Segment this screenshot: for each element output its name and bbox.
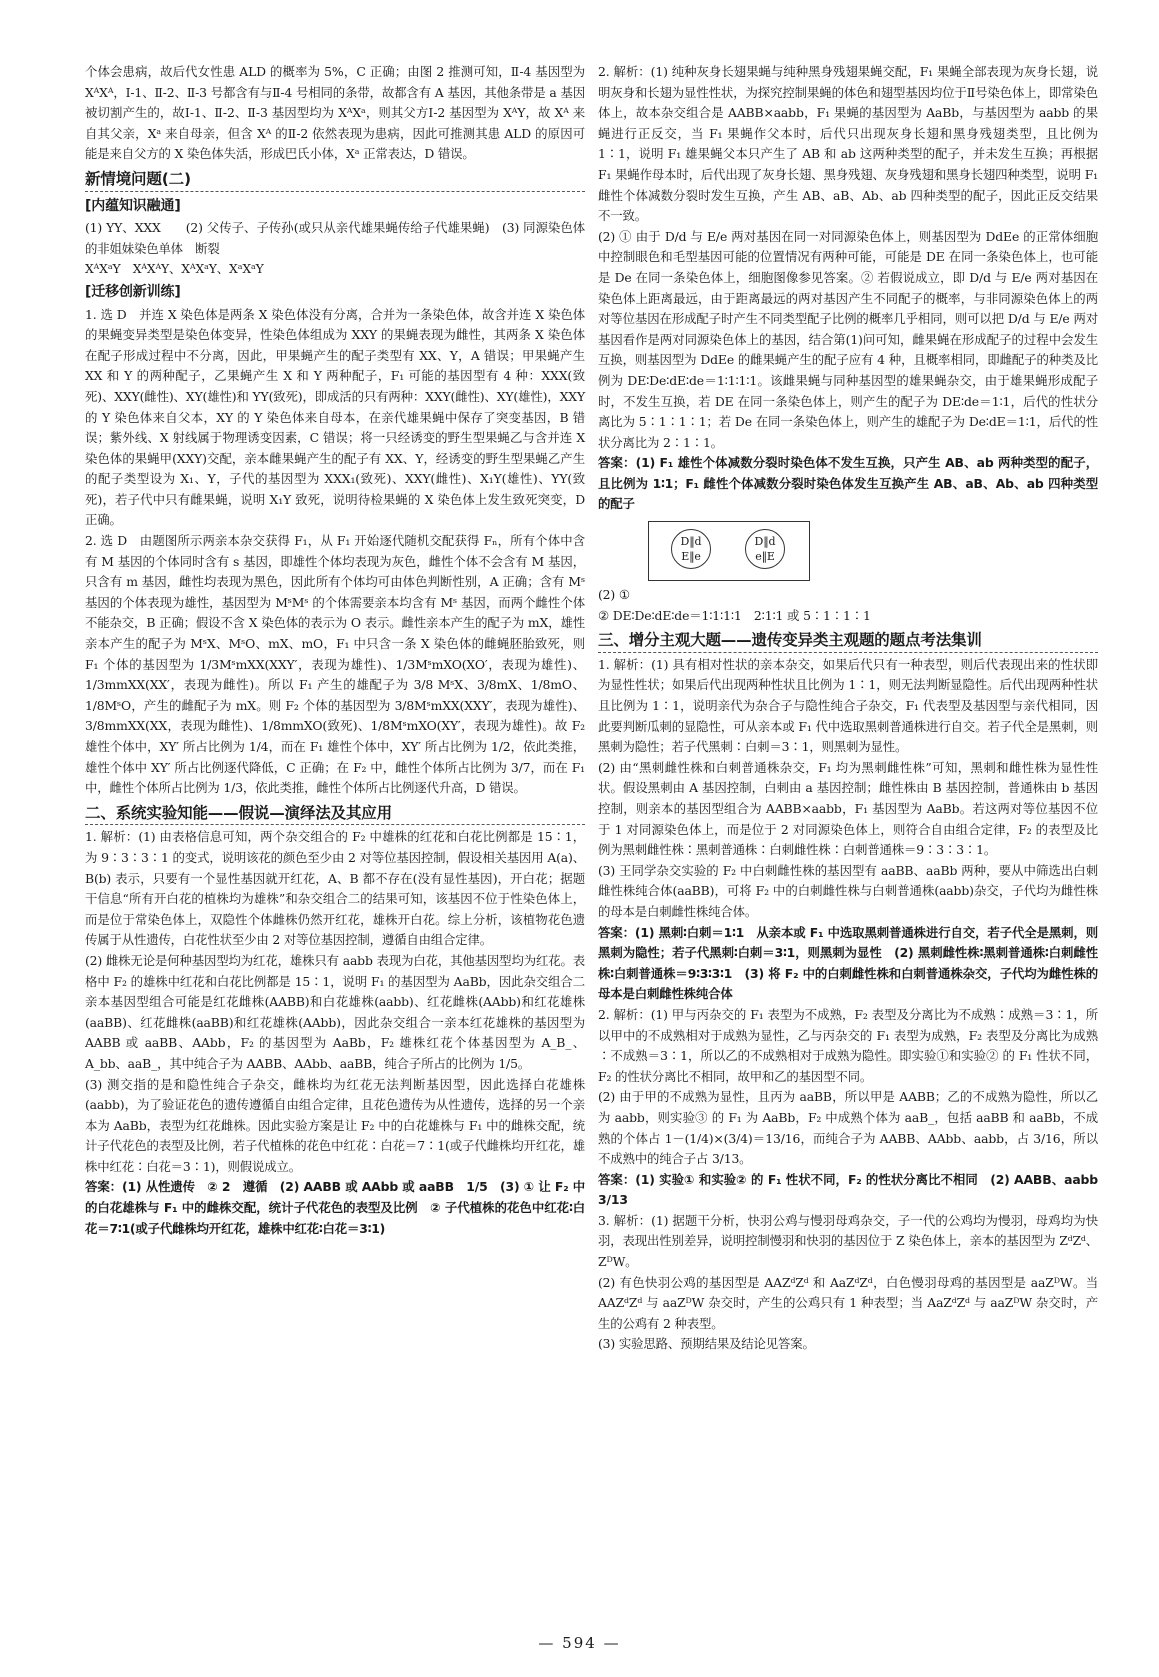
p1-analysis-1: 1. 解析：(1) 具有相对性状的亲本杂交，如果后代只有一种表型，则后代表现出来的性状即为显性性状；如果后代出现两种性状且比例为 1∶1，则无法判断显隐性。后代出现两种性状且比例为 1∶1，说明亲代为杂合子与隐性纯合子杂交，F₁ 代表型及基因型与亲代相同，因此要判断瓜刺的显隐性，可从亲本或 F₁ 代中选取黑刺普通株进行自交。若子代全是黑刺，则黑刺为隐性；若子代黑刺∶白刺＝3∶1，则黑刺为显性。 <box>598 656 1098 755</box>
intro-paragraph: 个体会患病，故后代女性患 ALD 的概率为 5%，C 正确；由图 2 推测可知，Ⅱ-4 基因型为 XᴬXᴬ，Ⅰ-1、Ⅱ-2、Ⅱ-3 号都含有与Ⅱ-4 号相同的条带，故都含有 A 基因，其他条带是 a 基因被切割产生的，故Ⅰ-1、Ⅱ-2、Ⅱ-3 基因型均为 XᴬXᵃ，则其父方Ⅰ-2 基因型为 XᴬY，故 Xᴬ 来自其父亲，Xᵃ 来自母亲，但含 Xᴬ 的Ⅱ-2 依然表现为患病，因此可推测其患 ALD 的原因可能是来自父方的 X 染色体失活，形成巴氏小体，Xᵃ 正常表达，D 错误。 <box>85 64 585 162</box>
question-2: 2. 选 D 由题图所示两亲本杂交获得 F₁，从 F₁ 开始逐代随机交配获得 Fₙ，所有个体中含有 M 基因的个体同时含有 s 基因，即雄性个体均表现为灰色，雌性个体不会含有 M 基因，只含有 m 基因，雌性均表现为黑色，因此所有个体均可由体色判断性别，A 正确；含有 Mˢ 基因的个体表现为雄性，基因型为 MˢMˢ 的个体需要亲本均含有 Mˢ 基因，而两个雌性个体不能杂交，B 正确；假设不含 X 染色体的表示为 O 表示。雌性亲本产生的配子为 mX，雄性亲本产生的配子为 MˢX、MˢO、mX、mO，F₁ 中只含一条 X 染色体的雌蝇胚胎致死，则 F₁ 个体的基因型为 1/3MˢmXX(XXY′，表现为雄性)、1/3MˢmXO(XO′，表现为雄性)、1/3mmXX(XX′，表现为雌性)。所以 F₁ 产生的雄配子为 3/8 MˢX、3/8mX、1/8mO、1/8MˢO，产生的雌配子为 mX。则 F₂ 个体的基因型为 3/8MˢmXX(XXY′，表现为雄性)、3/8mmXX(XX，表现为雌性)、1/8mmXO(致死)、1/8MˢmXO(XY′，表现为雄性)。故 F₂ 雄性个体中，XY′ 所占比例为 1/4，而在 F₁ 雄性个体中，XY′ 所占比例为 1/2，依此类推，雄性个体中 XY′ 所占比例逐代降低，C 正确；在 F₂ 中，雌性个体所占比例为 3/7，而在 F₁ 中，雌性个体所占比例为 1/3，依此类推，雌性个体所占比例逐代升高，D 错误。 <box>85 533 585 796</box>
tag-transfer-training: [迁移创新训练] <box>85 283 181 300</box>
tag-knowledge: [内蕴知识融通] <box>85 197 181 214</box>
experiment-1-answer: 答案：(1) 从性遗传 ② 2 遵循 (2) AABB 或 AAbb 或 aaBB 1/5 (3) ① 让 F₂ 中的白花雄株与 F₁ 中的雌株交配，统计子代花色的表型及比例 ② 子代植株的花色中红花∶白花＝7∶1(或子代雌株均开红花，雄株中红花∶白花＝3∶1) <box>85 1179 585 1236</box>
p3-analysis-1: 3. 解析：(1) 据题干分析，快羽公鸡与慢羽母鸡杂交，子一代的公鸡均为慢羽，母鸡均为快羽，表现出性别差异，说明控制慢羽和快羽的基因位于 Z 染色体上，亲本的基因型为 ZᵈZᵈ、ZᴰW。 <box>598 1212 1098 1270</box>
experiment-1b: (2) 雌株无论是何种基因型均为红花，雄株只有 aabb 表现为白花，其他基因型均为红花。表格中 F₂ 的雄株中红花和白花比例都是 15∶1，说明 F₁ 的基因型为 AaBb，因此杂交组合二亲本基因型组合可能是红花雌株(AABB)和白花雄株(aabb)、红花雌株(AAbb)和红花雄株(aaBB)、红花雌株(aaBB)和红花雄株(AAbb)，因此杂交组合一亲本红花雄株的基因型为 AABB 或 aaBB、AAbb，F₂ 的基因型为 AaBb，F₂ 雄株红花个体基因型为 A_B_、A_bb、aaB_，其中纯合子为 AABB、AAbb、aaBB，纯合子所占的比例为 1/5。 <box>85 952 585 1071</box>
left-column <box>85 62 585 1239</box>
experiment-1c: (3) 测交指的是和隐性纯合子杂交，雌株均为红花无法判断基因型，因此选择白花雄株(aabb)，为了验证花色的遗传遵循自由组合定律，且花色遗传为从性遗传，选择的另一个亲本为 AaBb，表型为红花雌株。因此实验方案是让 F₂ 中的白花雄株与 F₁ 中的雌株交配，统计子代花色的表型及比例，若子代植株的花色中红花∶白花＝7∶1(或子代雌株均开红花，雄株中红花∶白花＝3∶1)，则假说成立。 <box>85 1076 585 1174</box>
p2-analysis-1: 2. 解析：(1) 甲与丙杂交的 F₁ 表型为不成熟，F₂ 表型及分离比为不成熟∶成熟＝3∶1，所以甲中的不成熟相对于成熟为显性，乙与丙杂交的 F₁ 表型为成熟，F₂ 表型及分离比为成熟∶不成熟＝3∶1，所以乙的不成熟相对于成熟为隐性。即实验①和实验② 的 F₁ 性状不同，F₂ 的性状分离比不相同，故甲和乙的基因型不同。 <box>598 1006 1098 1084</box>
page-number: — 594 — <box>538 1634 621 1652</box>
p1-answer: 答案：(1) 黑刺∶白刺＝1∶1 从亲本或 F₁ 中选取黑刺普通株进行自交，若子代全是黑刺，则黑刺为隐性；若子代黑刺∶白刺＝3∶1，则黑刺为显性 (2) 黑刺雌性株∶黑刺普通株∶白刺雌性株∶白刺普通株＝9∶3∶3∶1 (3) 将 F₂ 中的白刺雌性株和白刺普通株杂交，子代均为雌性株的母本是白刺雌性株纯合体 <box>598 924 1098 1002</box>
cell-circle-1: D‖d E‖e <box>671 529 711 569</box>
p3-analysis-3: (3) 实验思路、预期结果及结论见答案。 <box>598 1336 815 1352</box>
q2-answer-2b: ② DE∶De∶dE∶de＝1∶1∶1∶1 2∶1∶1 或 5∶1∶1∶1 <box>598 607 871 623</box>
p1-analysis-3: (3) 王同学杂交实验的 F₂ 中白刺雌性株的基因型有 aaBB、aaBb 两种，要从中筛选出白刺雌性株纯合体(aaBB)，可将 F₂ 中的白刺雌性株与白刺普通株(aabb)杂交，子代均为雌性株的母本是白刺雌性株纯合体。 <box>598 862 1098 919</box>
q2-answer: 答案：(1) F₁ 雄性个体减数分裂时染色体不发生互换，只产生 AB、ab 两种类型的配子，且比例为 1∶1；F₁ 雌性个体减数分裂时染色体发生互换产生 AB、aB、Ab、ab 四种类型的配子 <box>598 455 1098 512</box>
p2-analysis-2: (2) 由于甲的不成熟为显性，且丙为 aaBB，所以甲是 AABB；乙的不成熟为隐性，所以乙为 aabb，则实验③ 的 F₁ 为 AaBb，F₂ 中成熟个体为 aaB_，包括 aaBB 和 aaBb，不成熟的个体占 1－(1/4)×(3/4)＝13/16，而纯合子为 AABB、AAbb、aabb，占 3/16，所以不成熟中的纯合子占 3/13。 <box>598 1089 1098 1167</box>
right-column <box>598 62 1111 1355</box>
page-number-value: 594 <box>562 1634 597 1652</box>
question-1: 1. 选 D 并连 X 染色体是两条 X 染色体没有分离，合并为一条染色体，故含并连 X 染色体的果蝇变异类型是染色体变异，性染色体组成为 XXY 的果蝇表现为雌性，其两条 X 染色体在配子形成过程中不分离，因此，甲果蝇产生的配子类型有 XX、Y，A 错误；甲果蝇产生 XX 和 Y 的两种配子，乙果蝇产生 X 和 Y 两种配子，F₁ 可能的基因型有 4 种：XXX(致死)、XXY(雌性)、XY(雄性)和 YY(致死)，即成活的只有两种：XXY(雌性)、XY(雄性)，XXY 的 Y 染色体来自父本，XY 的 Y 染色体来自母本，在亲代雄果蝇中保存了突变基因，B 错误；紫外线、X 射线属于物理诱变因素，C 错误；将一只经诱变的野生型果蝇乙与含并连 X 染色体的果蝇甲(XXY)交配，亲本雌果蝇产生的配子有 XX、Y，经诱变的野生型果蝇乙产生的配子类型设为 X₁、Y，子代的基因型为 XXX₁(致死)、XXY(雌性)、X₁Y(雄性)、YY(致死)，若子代中只有雌果蝇，说明 X₁Y 致死，说明待检果蝇的 X 染色体上发生致死突变，D 正确。 <box>85 306 585 528</box>
q2-analysis-2: (2) ① 由于 D/d 与 E/e 两对基因在同一对同源染色体上，则基因型为 DdEe 的正常体细胞中控制眼色和毛型基因可能的位置情况有两种可能，可能是 DE 在同一条染色体上，也可能是 De 在同一条染色体上，细胞图像参见答案。② 若假说成立，即 D/d 与 E/e 两对基因在染色体上距离最远，由于距离最远的两对基因产生不同配子的概率，与非同源染色体上的两对等位基因在形成配子时产生不同类型配子比例的概率几乎相同，则可以把 D/d 与 E/e 两对基因看作是两对同源染色体上的基因，结合第(1)问可知，雌果蝇在形成配子的过程中会发生互换，则基因型为 DdEe 的雌果蝇产生的配子应有 4 种，且概率相同，即雌配子的种类及比例为 DE∶De∶dE∶de＝1∶1∶1∶1。该雌果蝇与同种基因型的雄果蝇杂交，由于雄果蝇形成配子时，不发生互换，若 DE 在同一条染色体上，则产生的配子为 DE∶de＝1∶1，后代的性状分离比为 5∶1∶1∶1；若 De 在同一条染色体上，则产生的雄配子为 De∶dE＝1∶1，后代的性状分离比为 2∶1∶1。 <box>598 228 1098 450</box>
q2-analysis-1: 2. 解析：(1) 纯种灰身长翅果蝇与纯种黑身残翅果蝇交配，F₁ 果蝇全部表现为灰身长翅，说明灰身和长翅为显性性状，为探究控制果蝇的体色和翅型基因均位于Ⅱ号染色体上，即常染色体上，故本杂交组合是 AABB×aabb，F₁ 果蝇的基因型为 AaBb，与基因型为 aabb 的果蝇进行正反交，当 F₁ 果蝇作父本时，后代只出现灰身长翅和黑身残翅类型，且比例为 1∶1，说明 F₁ 雄果蝇父本只产生了 AB 和 ab 这两种类型的配子，并未发生互换；再根据 F₁ 果蝇作母本时，后代出现了灰身长翅、黑身残翅、灰身残翅和黑身长翅四种类型，说明 F₁ 雌性个体减数分裂时发生互换，产生 AB、aB、Ab、ab 四种类型的配子，因此正反交结果不一致。 <box>598 64 1098 224</box>
section-title-experiment: 二、系统实验知能——假说—演绎法及其应用 <box>85 803 585 826</box>
p2-answer: 答案：(1) 实验① 和实验② 的 F₁ 性状不同，F₂ 的性状分离比不相同 (2) AABB、aabb 3/13 <box>598 1171 1111 1208</box>
section-title-subjective: 三、增分主观大题——遗传变异类主观题的题点考法集训 <box>598 630 1098 653</box>
cell-diagram <box>648 521 810 581</box>
knowledge-line-2: XᴬXᵃY XᴬXᴬY、XᴬXᵃY、XᵃXᵃY <box>85 261 264 277</box>
p1-analysis-2: (2) 由“黑刺雌性株和白刺普通株杂交，F₁ 均为黑刺雌性株”可知，黑刺和雌性株为显性性状。假设黑刺由 A 基因控制，白刺由 a 基因控制；雌性株由 B 基因控制，普通株由 b 基因控制，则亲本的基因型组合为 AABB×aabb，F₁ 基因型为 AaBb。若这两对等位基因不位于 1 对同源染色体上，而是位于 2 对同源染色体上，则符合自由组合定律，F₂ 的表型及比例为黑刺雌性株∶黑刺普通株∶白刺雌性株∶白刺普通株＝9∶3∶3∶1。 <box>598 759 1098 858</box>
section-title-new-context: 新情境问题(二) <box>85 169 585 192</box>
experiment-1a: 1. 解析：(1) 由表格信息可知，两个杂交组合的 F₂ 中雄株的红花和白花比例都是 15∶1，为 9∶3∶3∶1 的变式，说明该花的颜色至少由 2 对等位基因控制，假设相关基因用 A(a)、B(b) 表示，只要有一个显性基因就开红花，A、B 都不存在(没有显性基因)，开白花；据题干信息“所有开白花的植株均为雄株”和杂交组合二的结果可知，该基因不位于性染色体上，而是位于常染色体上，双隐性个体雌株仍然开红花，雄株开白花。综上分析，该植物花色遗传属于从性遗传，白花性状至少由 2 对等位基因控制，遵循自由组合定律。 <box>85 829 585 948</box>
p3-analysis-2: (2) 有色快羽公鸡的基因型是 AAZᵈZᵈ 和 AaZᵈZᵈ，白色慢羽母鸡的基因型是 aaZᴰW。当 AAZᵈZᵈ 与 aaZᴰW 杂交时，产生的公鸡只有 1 种表型；当 AaZᵈZᵈ 与 aaZᴰW 杂交时，产生的公鸡有 2 种表型。 <box>598 1274 1098 1331</box>
knowledge-line-1: (1) YY、XXX (2) 父传子、子传孙(或只从亲代雄果蝇传给子代雄果蝇) (3) 同源染色体的非姐妹染色单体 断裂 <box>85 220 585 256</box>
q2-answer-2a: (2) ① <box>598 587 630 603</box>
cell-circle-2: D‖d e‖E <box>745 529 785 569</box>
